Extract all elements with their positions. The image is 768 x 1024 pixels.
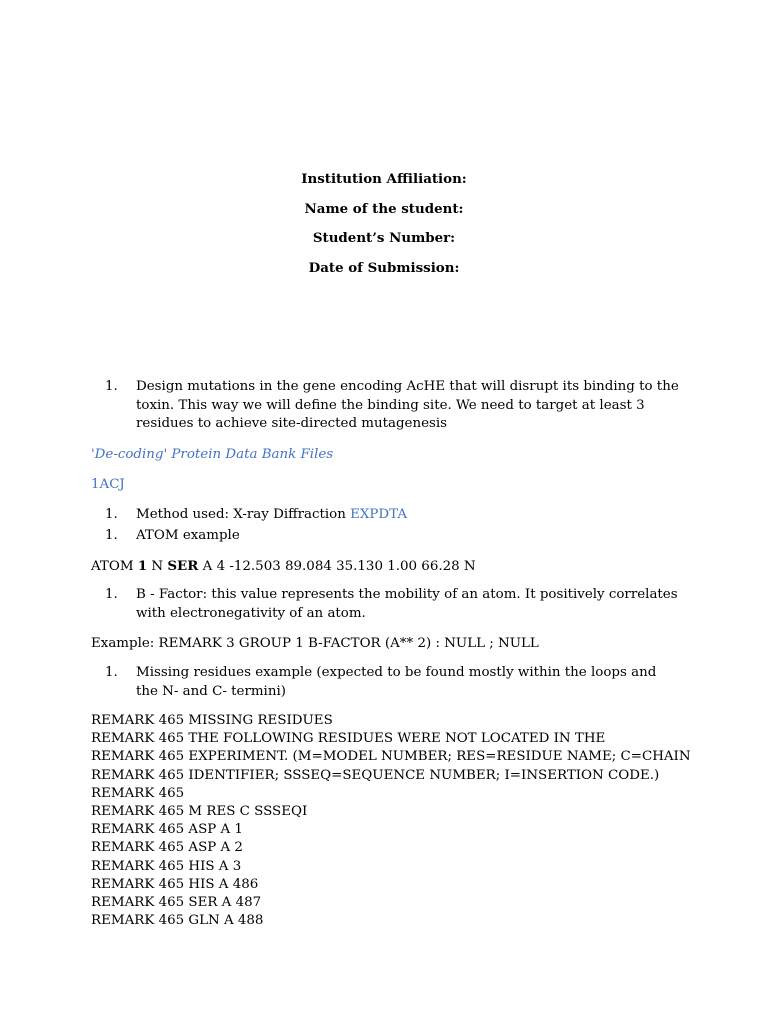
remark-465-block: [91, 712, 691, 930]
submission-date-label: Date of Submission:: [308, 260, 460, 276]
list-number: 1.: [105, 507, 118, 522]
list-number: 1.: [105, 587, 118, 602]
student-name-label: Name of the student:: [304, 201, 464, 217]
list-number: 1.: [105, 379, 118, 394]
remark-line: REMARK 465 ASP A 2: [91, 840, 243, 856]
atom-serial: 1: [137, 558, 148, 574]
list-item-text: ATOM example: [136, 528, 240, 543]
bfactor-example-line: Example: REMARK 3 GROUP 1 B-FACTOR (A** 2) : NULL ; NULL: [91, 636, 539, 651]
institution-affiliation-label: Institution Affiliation:: [301, 171, 467, 187]
remark-line: REMARK 465 ASP A 1: [91, 822, 243, 838]
residue-name: SER: [167, 558, 199, 574]
student-number-label: Student’s Number:: [312, 230, 456, 246]
list-item-text: Design mutations in the gene encoding AcHE that will disrupt its binding to the toxin. This way we will define the binding site. We need to target at least 3 residues to achieve site-directed mutagenesis: [136, 379, 679, 431]
remark-line: REMARK 465 SER A 487: [91, 894, 262, 910]
remark-line: REMARK 465 THE FOLLOWING RESIDUES WERE NOT LOCATED IN THE: [91, 731, 606, 747]
list-number: 1.: [105, 528, 118, 543]
remark-line: REMARK 465 IDENTIFIER; SSSEQ=SEQUENCE NUMBER; I=INSERTION CODE.): [91, 767, 660, 783]
list-number: 1.: [105, 665, 118, 680]
remark-line: REMARK 465 GLN A 488: [91, 913, 264, 929]
method-text: Method used: X-ray Diffraction: [136, 507, 351, 522]
remark-line: REMARK 465 HIS A 3: [91, 858, 242, 874]
expdta-tag: EXPDTA: [350, 507, 408, 522]
atom-record-text: A 4 -12.503 89.084 35.130 1.00 66.28 N: [198, 559, 476, 574]
pdb-id-link[interactable]: 1ACJ: [91, 477, 125, 492]
atom-record-text: N: [147, 559, 168, 574]
remark-line: REMARK 465 M RES C SSSEQI: [91, 803, 308, 819]
atom-record-text: ATOM: [91, 559, 138, 574]
remark-line: REMARK 465: [91, 785, 185, 801]
remark-line: REMARK 465 HIS A 486: [91, 876, 259, 892]
atom-record-line: [91, 557, 476, 576]
remark-line: REMARK 465 MISSING RESIDUES: [91, 713, 333, 728]
decoding-heading: 'De-coding' Protein Data Bank Files: [91, 447, 334, 462]
list-item-text: B - Factor: this value represents the mobility of an atom. It positively correlates with electronegativity of an atom.: [136, 587, 678, 621]
list-item-text: Missing residues example (expected to be found mostly within the loops and the N- and C- termini): [136, 665, 657, 699]
list-item-text: [136, 506, 681, 525]
remark-line: REMARK 465 EXPERIMENT. (M=MODEL NUMBER; RES=RESIDUE NAME; C=CHAIN: [91, 749, 691, 765]
